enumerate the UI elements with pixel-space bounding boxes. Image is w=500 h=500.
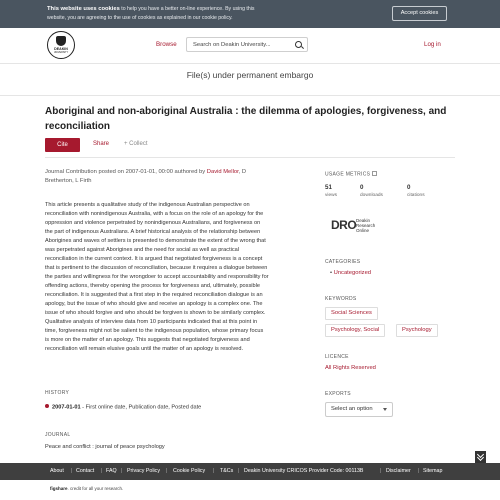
divider bbox=[45, 157, 455, 158]
cookie-banner bbox=[0, 0, 500, 28]
abstract-line: issue of who should forgive and who should be forgiven is shown to be similarly complex. bbox=[45, 310, 266, 316]
collapse-chevron-icon[interactable] bbox=[475, 451, 486, 463]
page-title: Aboriginal and non-aboriginal Australia : the dilemma of apologies, forgiveness, and reconciliation bbox=[45, 106, 447, 132]
metric-views: 51 views bbox=[325, 184, 337, 198]
export-select[interactable]: Select an option bbox=[325, 402, 393, 417]
keywords-heading: KEYWORDS bbox=[325, 296, 357, 302]
search-input[interactable] bbox=[186, 37, 308, 52]
metric-citations: 0 citations bbox=[407, 184, 425, 198]
collect-button[interactable]: + Collect bbox=[124, 141, 148, 147]
search-placeholder: Search on Deakin University... bbox=[193, 42, 271, 48]
embargo-notice: File(s) under permanent embargo bbox=[0, 64, 500, 96]
abstract-line: reconciliation with nonindigenous Australia, with a focus on the role of an apology for the bbox=[45, 211, 264, 217]
abstract-line: offending actions, thereby opening the process for forgiveness and, ultimately, possible bbox=[45, 283, 260, 289]
metric-downloads: 0 downloads bbox=[360, 184, 383, 198]
abstract-line: This article presents a qualitative study of the indigenous Australian perspective on bbox=[45, 202, 250, 208]
external-link-icon[interactable] bbox=[372, 171, 377, 176]
bullet-icon bbox=[45, 404, 49, 408]
chevron-down-icon bbox=[383, 408, 387, 411]
category-link[interactable]: • Uncategorized bbox=[330, 270, 371, 276]
cite-button[interactable]: Cite bbox=[45, 138, 80, 152]
abstract bbox=[45, 201, 309, 354]
item-metadata: Journal Contribution posted on 2007-01-01, 00:00 authored by David Mellor, D Bretherton, L Firth bbox=[45, 169, 247, 184]
abstract-line: is more on the matter of an apology. This suggests that negotiated forgiveness and bbox=[45, 337, 250, 343]
licence-heading: LICENCE bbox=[325, 354, 349, 360]
site-footer: About | Contact | FAQ | Privacy Policy | Cookie Policy | T&Cs | Deakin University CRICOS Provider Code: 00113B | Disclaimer | Sitemap bbox=[0, 463, 500, 480]
abstract-line: Aborigines and waves of settlers is presented to demonstrate the extent of the wrong that bbox=[45, 238, 266, 244]
abstract-line: the part of indigenous Australians. A brief historical analysis of the relationship between bbox=[45, 229, 261, 235]
search-icon[interactable] bbox=[295, 41, 302, 48]
site-header bbox=[0, 28, 500, 64]
browse-link[interactable]: Browse bbox=[156, 41, 177, 48]
footer-link-disclaimer[interactable]: Disclaimer bbox=[386, 468, 411, 474]
abstract-line: time, forgiveness might not be salient to the indigenous population, whose primary focus bbox=[45, 328, 264, 334]
history-heading: HISTORY bbox=[45, 390, 70, 396]
abstract-line: oppression and violence perpetrated by nonindigenous Australians, and forgiveness on bbox=[45, 220, 261, 226]
abstract-line: reconciliation in the current context. It is argued that negotiated forgiveness is a concept bbox=[45, 256, 263, 262]
keyword-tag[interactable]: Social Sciences bbox=[325, 307, 378, 320]
footer-cricos-text: Deakin University CRICOS Provider Code: 00113B bbox=[244, 468, 364, 474]
author-link[interactable]: David Mellor bbox=[206, 169, 239, 175]
licence-link[interactable]: All Rights Reserved bbox=[325, 365, 376, 371]
accept-cookies-button[interactable]: Accept cookies bbox=[392, 6, 447, 21]
crest-icon bbox=[56, 36, 66, 46]
exports-heading: EXPORTS bbox=[325, 391, 351, 397]
footer-link-about[interactable]: About bbox=[50, 468, 64, 474]
abstract-line: reconciliation. It is suggested that a first step in the required reconciliation dialogue is an bbox=[45, 292, 263, 298]
abstract-line: the parties and willingness for the wrongdoer to accept accountability and responsibility for bbox=[45, 274, 269, 280]
abstract-line: reconciliation will remain elusive goals until the matter of an apology is resolved. bbox=[45, 346, 244, 352]
categories-heading: CATEGORIES bbox=[325, 259, 361, 265]
footer-link-privacy[interactable]: Privacy Policy bbox=[127, 468, 160, 474]
footer-link-faq[interactable]: FAQ bbox=[106, 468, 117, 474]
abstract-line: apology, but the issue of who should give and receive an apology is a complex one. The bbox=[45, 301, 263, 307]
abstract-line: was perpetrated against Aborigines and the need for social as well as practical bbox=[45, 247, 240, 253]
share-button[interactable]: Share bbox=[93, 141, 110, 147]
abstract-line: that is pertinent to the discussion of reconciliation, because it requires a dialogue between bbox=[45, 265, 268, 271]
journal-name: Peace and conflict : journal of peace psychology bbox=[45, 444, 165, 450]
deakin-logo[interactable]: DEAKIN UNIVERSITY bbox=[47, 31, 75, 59]
cookie-heading: This website uses cookies bbox=[47, 6, 120, 12]
footer-link-cookie-policy[interactable]: Cookie Policy bbox=[173, 468, 206, 474]
keyword-tag[interactable]: Psychology, Social bbox=[325, 324, 385, 337]
keyword-tag[interactable]: Psychology bbox=[396, 324, 438, 337]
journal-heading: JOURNAL bbox=[45, 432, 71, 438]
footer-link-terms[interactable]: T&Cs bbox=[220, 468, 234, 474]
abstract-line: Qualitative analysis of interview data from 10 participants indicated that at this point in bbox=[45, 319, 258, 325]
usage-metrics-heading: USAGE METRICS bbox=[325, 171, 377, 178]
cookie-text: This website uses cookies to help you have a better on-line experience. By using this website, you are agreeing to the use of cookies as explained in our cookie policy. bbox=[47, 6, 255, 21]
dro-logo: DRO bbox=[331, 218, 357, 232]
figshare-credit: figshare. credit for all your research. bbox=[50, 486, 124, 491]
dro-logo-text: Deakin Research Online bbox=[356, 218, 376, 233]
login-link[interactable]: Log in bbox=[424, 41, 441, 48]
figshare-link[interactable]: figshare bbox=[50, 486, 68, 491]
footer-link-sitemap[interactable]: Sitemap bbox=[423, 468, 443, 474]
history-entry: 2007-01-01 - First online date, Publication date, Posted date bbox=[45, 404, 201, 411]
footer-link-contact[interactable]: Contact bbox=[76, 468, 95, 474]
